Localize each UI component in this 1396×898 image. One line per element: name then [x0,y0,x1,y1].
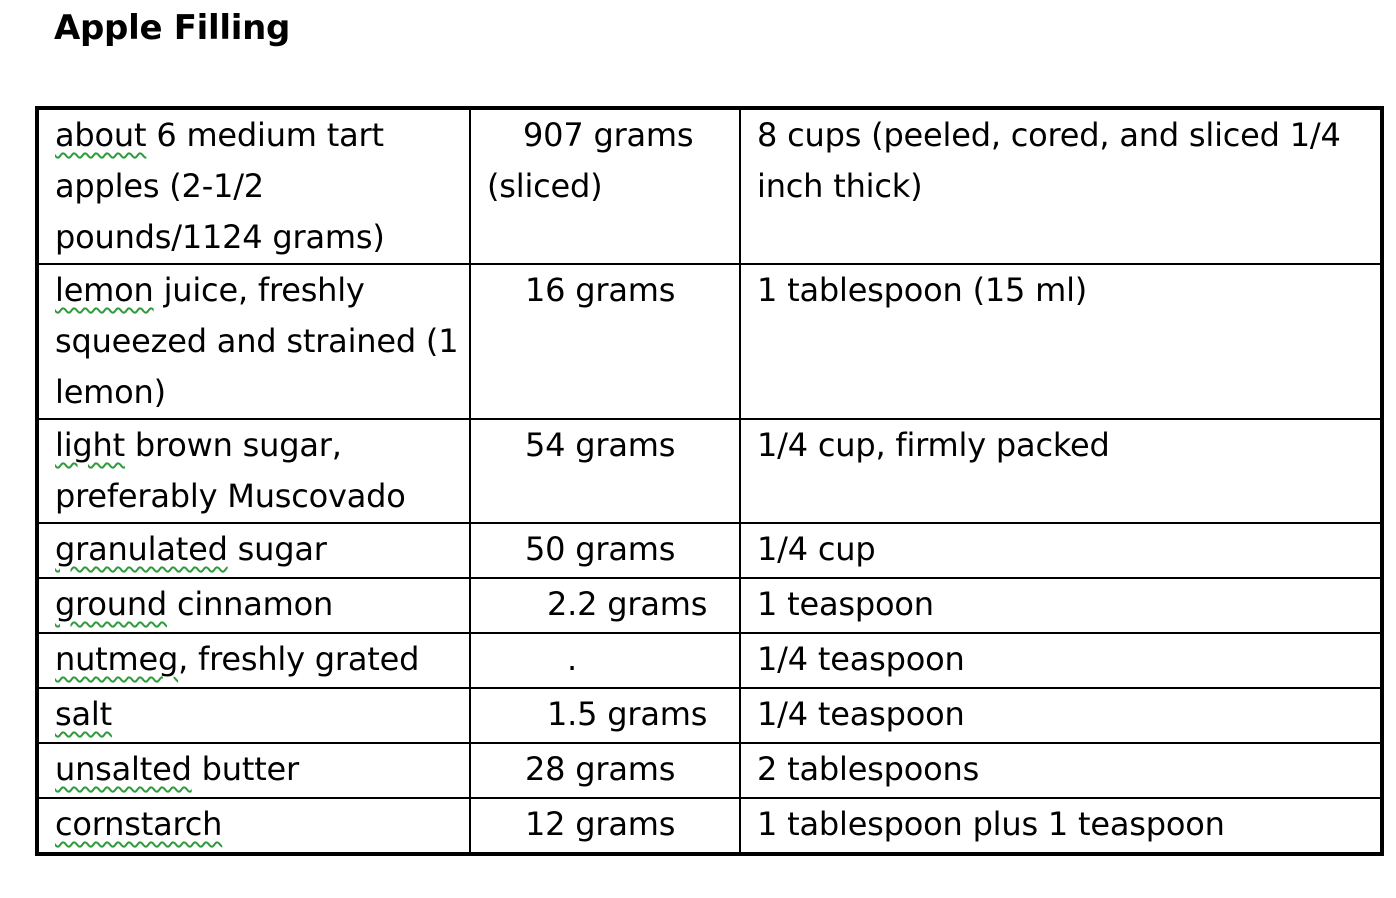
spellcheck-word: about [55,116,147,154]
volume-cell: 2 tablespoons [740,743,1382,798]
table-row [37,419,1382,523]
ingredient-text: , freshly grated [178,640,420,678]
ingredient-cell [37,578,470,633]
spellcheck-word: lemon [55,271,154,309]
volume-cell: 1 tablespoon (15 ml) [740,264,1382,419]
ingredient-cell [37,264,470,419]
ingredient-text: 6 medium tart apples (2-1/2 pounds/1124 grams) [55,116,385,256]
table-row [37,108,1382,264]
ingredient-text: butter [191,750,299,788]
ingredient-cell [37,108,470,264]
ingredient-cell [37,419,470,523]
ingredient-cell [37,688,470,743]
spellcheck-word: granulated [55,530,228,568]
spellcheck-word: light [55,426,125,464]
spellcheck-word: salt [55,695,112,733]
table-row [37,264,1382,419]
grams-cell: 54 grams [470,419,740,523]
volume-cell: 8 cups (peeled, cored, and sliced 1/4 inch thick) [740,108,1382,264]
volume-cell: 1/4 cup, firmly packed [740,419,1382,523]
table-row [37,798,1382,854]
grams-cell: 16 grams [470,264,740,419]
table-row [37,578,1382,633]
table-row [37,688,1382,743]
ingredient-text: cinnamon [167,585,334,623]
spellcheck-word: ground [55,585,168,623]
ingredient-cell [37,743,470,798]
grams-cell: 12 grams [470,798,740,854]
grams-cell: 2.2 grams [470,578,740,633]
document-title: Apple Filling [54,8,291,48]
volume-cell: 1 tablespoon plus 1 teaspoon [740,798,1382,854]
volume-cell: 1/4 cup [740,523,1382,578]
ingredient-cell [37,523,470,578]
grams-cell: 28 grams [470,743,740,798]
ingredient-text: juice, freshly squeezed and strained (1 lemon) [55,271,459,411]
ingredients-table [35,106,1384,856]
volume-cell: 1/4 teaspoon [740,688,1382,743]
table-row [37,743,1382,798]
ingredient-cell [37,798,470,854]
ingredient-text: sugar [227,530,327,568]
volume-cell: 1 teaspoon [740,578,1382,633]
spellcheck-word: cornstarch [55,805,223,843]
table-row [37,523,1382,578]
ingredient-cell [37,633,470,688]
grams-cell: 50 grams [470,523,740,578]
table-row [37,633,1382,688]
ingredient-text: brown sugar, preferably Muscovado [55,426,406,515]
spellcheck-word: unsalted [55,750,192,788]
grams-cell: 1.5 grams [470,688,740,743]
grams-cell: . [470,633,740,688]
spellcheck-word: nutmeg [55,640,179,678]
volume-cell: 1/4 teaspoon [740,633,1382,688]
grams-cell: 907 grams (sliced) [470,108,740,264]
